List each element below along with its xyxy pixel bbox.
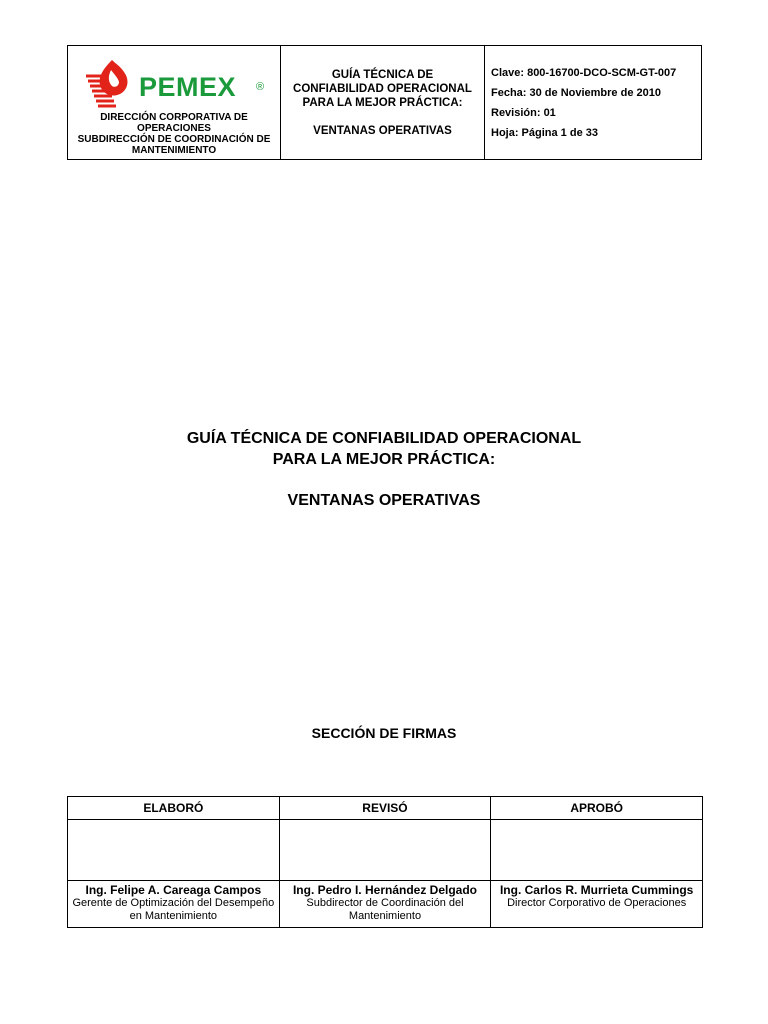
signatures-table (67, 796, 703, 928)
revision-field: Revisión: 01 (491, 107, 556, 119)
hoja-field: Hoja: Página 1 de 33 (491, 127, 598, 139)
main-title-line: PARA LA MEJOR PRÁCTICA: (272, 451, 496, 468)
logo-wordmark: PEMEX (139, 72, 237, 102)
signature-space (491, 820, 703, 881)
signature-space (279, 820, 491, 881)
signatory-role: Gerente de Optimización del Desempeño en Mantenimiento (72, 897, 275, 922)
signatory (491, 881, 703, 928)
header-title-line: PARA LA MEJOR PRÁCTICA: (302, 97, 463, 109)
signature-header: REVISÓ (279, 797, 491, 820)
registered-mark: ® (256, 81, 265, 93)
main-title (0, 428, 768, 511)
department-line: DIRECCIÓN CORPORATIVA DE OPERACIONES (100, 112, 248, 134)
document-info-cell (485, 46, 702, 160)
main-title-line: GUÍA TÉCNICA DE CONFIABILIDAD OPERACIONAL (186, 430, 582, 447)
header-title-line: GUÍA TÉCNICA DE (331, 69, 434, 81)
department-name (72, 112, 276, 156)
pemex-logo (84, 58, 274, 108)
pemex-eagle-icon (84, 58, 136, 108)
signatory (68, 881, 280, 928)
signatory-role: Subdirector de Coordinación del Mantenimiento (306, 897, 464, 922)
signatures-section-title: SECCIÓN DE FIRMAS (311, 725, 457, 741)
header-subtitle: VENTANAS OPERATIVAS (313, 125, 452, 137)
signature-space (68, 820, 280, 881)
signatory-name: Ing. Pedro I. Hernández Delgado (292, 883, 477, 897)
header-title-line: CONFIABILIDAD OPERACIONAL (293, 83, 472, 95)
document-title-cell (281, 46, 485, 160)
fecha-field: Fecha: 30 de Noviembre de 2010 (491, 87, 661, 99)
signatory (279, 881, 491, 928)
signature-header: ELABORÓ (68, 797, 280, 820)
main-subtitle: VENTANAS OPERATIVAS (287, 492, 481, 509)
signatory-role: Director Corporativo de Operaciones (507, 897, 687, 909)
signatory-name: Ing. Felipe A. Careaga Campos (85, 883, 262, 897)
signature-header: APROBÓ (491, 797, 703, 820)
signatory-name: Ing. Carlos R. Murrieta Cummings (499, 883, 694, 897)
clave-field: Clave: 800-16700-DCO-SCM-GT-007 (491, 67, 677, 79)
logo-cell (68, 46, 281, 160)
department-line: SUBDIRECCIÓN DE COORDINACIÓN DE MANTENIMIENTO (77, 134, 271, 156)
document-header (67, 45, 702, 160)
